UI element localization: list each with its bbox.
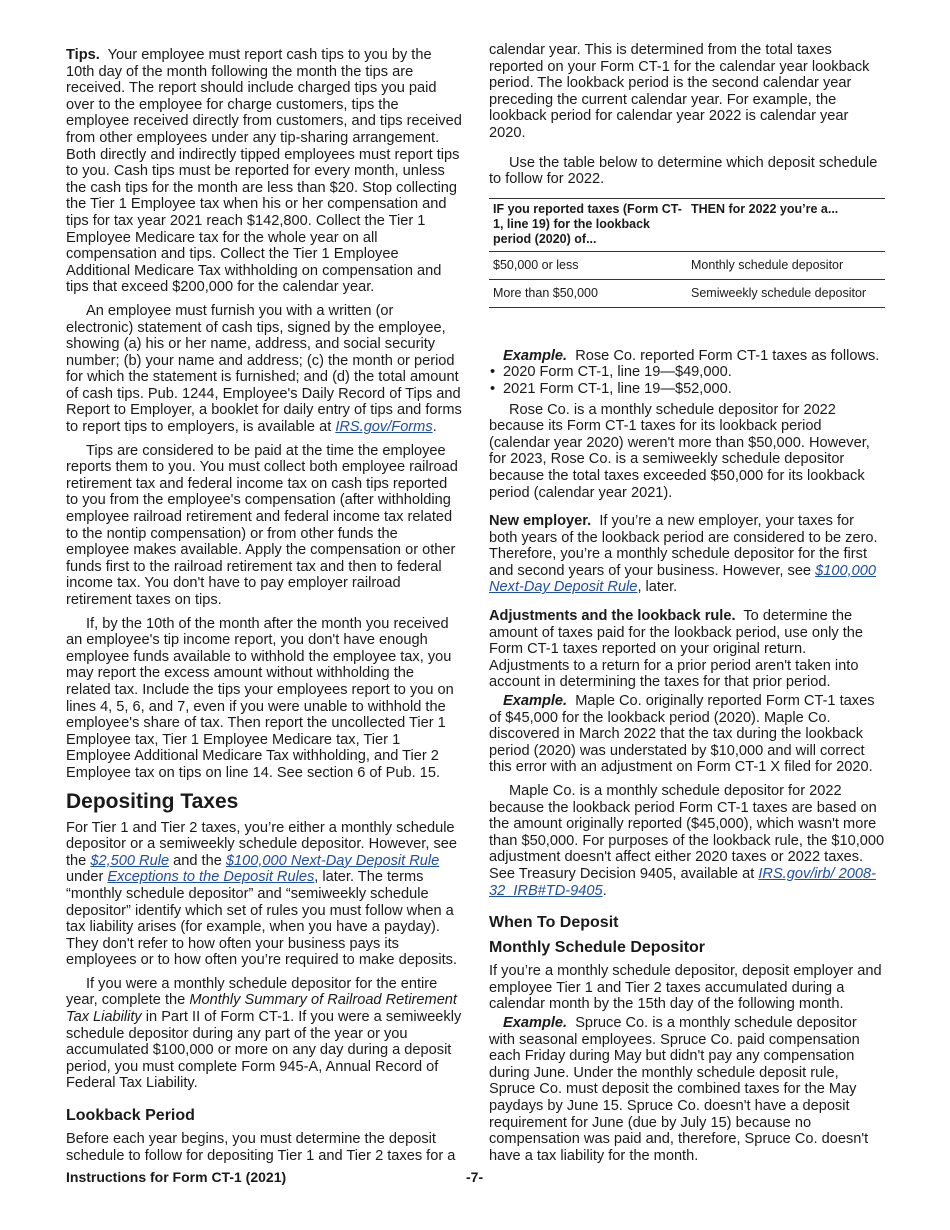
table-row	[489, 251, 885, 279]
monthly-summary-paragraph	[66, 976, 462, 1092]
summary-italic: Monthly Summary of Railroad Retirement Tax Liability	[66, 992, 457, 1026]
statement-end: .	[432, 419, 437, 436]
table-header-row	[489, 198, 885, 251]
list-item: • 2021 Form CT-1, line 19—$52,000.	[489, 381, 885, 398]
adjustments-paragraph	[489, 608, 885, 691]
table-cell: $50,000 or less	[489, 251, 687, 279]
rose-bullet-list	[489, 364, 885, 397]
maple-example-paragraph	[489, 693, 885, 776]
summary-text-b: in Part II of Form CT-1. If you were a semiweekly schedule depositor during any part of the year or you accumulated $100,000 or more on any day during a deposit period, you must complete Form 945-A, Annual Record of Federal Tax Liability.	[66, 1009, 462, 1092]
list-item: • 2020 Form CT-1, line 19—$49,000.	[489, 364, 885, 381]
treasury-decision-link[interactable]: IRS.gov/irb/ 2008-32_IRB#TD-9405	[489, 865, 876, 899]
statement-text: An employee must furnish you with a written (or electronic) statement of cash tips, signed by the employee, showing (a) his or her name, address, and social security number; (b) your name and address; (c) the month or period for which the statement is furnished; and (d) the total amount of cash tips. Pub. 1244, Employee's Daily Record of Tips and Report to Employer, a booklet for daily entry of tips and forms to report tips to employers, is available at	[66, 302, 462, 436]
tips-statement-paragraph	[66, 303, 462, 436]
rose-example-paragraph	[489, 348, 885, 365]
table-header-then: THEN for 2022 you’re a...	[687, 198, 885, 251]
tips-uncollected-paragraph: If, by the 10th of the month after the month you received an employee's tip income report, you don't have enough employee funds available to withhold the employee tax, you may report the excess amount without withholding the related tax. Include the tips your employees report to you on lines 4, 5, 6, and 7, even if you were unable to withhold the employee's share of tax. Then report the uncollected Tier 1 Employee tax, Tier 1 Employee Medicare tax, Tier 1 Employee Additional Medicare Tax withholding, and Tier 2 Employee tax on tips on line 14. See section 6 of Pub. 15.	[66, 615, 454, 781]
rose-explanation-paragraph: Rose Co. is a monthly schedule depositor for 2022 because its Form CT-1 taxes for its lookback period (calendar year 2020) weren't more than $50,000. However, for 2023, Rose Co. is a semiweekly schedule depositor because the total taxes exceeded $50,000 for its lookback period (calendar year 2021).	[489, 401, 870, 501]
spruce-example-paragraph	[489, 1015, 885, 1164]
tips-paragraph	[66, 47, 462, 296]
new-employer-paragraph	[489, 513, 885, 596]
depositing-intro-paragraph	[66, 820, 462, 969]
table-header-if: IF you reported taxes (Form CT-1, line 19) for the lookback period (2020) of...	[489, 198, 687, 251]
lookback-continued-paragraph: calendar year. This is determined from the total taxes reported on your Form CT-1 for the calendar year lookback period. The lookback period is the second calendar year preceding the current calendar year. For example, the lookback period for calendar year 2022 is calendar year 2020.	[489, 42, 870, 141]
maple-example-text: Maple Co. originally reported Form CT-1 taxes of $45,000 for the lookback period (2020). Maple Co. discovered in March 2022 that the tax during the lookback period (2020) was understated by $10,000 and will correct this error with an adjustment on Form CT-1 X filed for 2020.	[489, 693, 875, 776]
dep-text-c: under	[66, 869, 104, 886]
new-employer-end: , later.	[637, 579, 678, 596]
dep-text-a: For Tier 1 and Tier 2 taxes, you’re either a monthly schedule depositor or a semiweekly schedule depositor. However, see the	[66, 819, 457, 869]
summary-text-a: If you were a monthly schedule depositor for the entire year, complete the	[66, 975, 438, 1009]
right-column	[489, 42, 885, 1171]
page-number: -7-	[466, 1169, 484, 1185]
footer-title: Instructions for Form CT-1 (2021)	[66, 1169, 287, 1185]
tips-heading: Tips.	[66, 47, 100, 63]
tips-text: Your employee must report cash tips to you by the 10th day of the month following the month the tips are received. The report should include charged tips you paid over to the employee for charge customers, tips the employee received directly from customers, and tips received from other employees under any tip-sharing arrangement. Both directly and indirectly tipped employees must report tips to you. Cash tips must be reported for every month, unless the cash tips for the month are less than $20. Stop collecting the Tier 1 Employee tax when his or her compensation and tips for tax year 2021 reach $142,800. Collect the Tier 1 Employee Medicare tax for the whole year on all compensation and tips. Collect the Tier 1 Employee Additional Medicare Tax withholding on compensation and tips that exceed $200,000 for the calendar year.	[66, 47, 462, 296]
example-label: Example.	[503, 347, 568, 364]
table-cell: More than $50,000	[489, 279, 687, 307]
monthly-schedule-paragraph: If you’re a monthly schedule depositor, deposit employer and employee Tier 1 and Tier 2 taxes accumulated during a calendar month by the 15th day of the following month.	[489, 963, 882, 1013]
monthly-schedule-heading: Monthly Schedule Depositor	[489, 939, 706, 957]
next-day-deposit-rule-link-2[interactable]: $100,000 Next-Day Deposit Rule	[489, 562, 876, 596]
table-intro-paragraph: Use the table below to determine which deposit schedule to follow for 2022.	[489, 154, 878, 188]
tips-paid-paragraph: Tips are considered to be paid at the time the employee reports them to you. You must collect both employee railroad retirement tax and federal income tax on cash tips reported to you from the employee's compensation (after withholding employee railroad retirement and federal income tax related to the nontip compensation) or from other funds the employee makes available. Apply the compensation or other funds first to the railroad retirement tax and then to federal income tax. You don't have to pay employer railroad retirement taxes on tips.	[66, 442, 458, 608]
table-cell: Semiweekly schedule depositor	[687, 279, 885, 307]
exceptions-deposit-rules-link[interactable]: Exceptions to the Deposit Rules	[107, 869, 315, 886]
rose-example-text: Rose Co. reported Form CT-1 taxes as follows.	[575, 347, 880, 364]
when-to-deposit-heading: When To Deposit	[489, 914, 619, 932]
table-row	[489, 279, 885, 307]
left-column	[66, 47, 462, 1171]
dep-text-b: and the	[173, 852, 222, 869]
irs-forms-link[interactable]: IRS.gov/Forms	[335, 419, 433, 436]
deposit-schedule-table	[489, 198, 885, 308]
spruce-example-text: Spruce Co. is a monthly schedule depositor with seasonal employees. Spruce Co. paid compensation each Friday during May but didn't pay any compensation during June. Under the monthly schedule deposit rule, Spruce Co. must deposit the combined taxes for the May paydays by June 15. Spruce Co. doesn't have a deposit requirement for June (due by July 15) because no compensation was paid and, therefore, Spruce Co. doesn't have a tax liability for the month.	[489, 1014, 869, 1164]
2500-rule-link[interactable]: $2,500 Rule	[90, 852, 170, 869]
dep-text-d: , later. The terms “monthly schedule depositor” and “semiweekly schedule depositor” identify which set of rules you must follow when a tax liability arises (for example, when you have a payday). They don't refer to how often your business pays its employees or to how often you’re required to make deposits.	[66, 869, 458, 969]
new-employer-text: If you’re a new employer, your taxes for both years of the lookback period are considered to be zero. Therefore, you’re a monthly schedule depositor for the first and second years of your business. However, see	[489, 513, 878, 579]
maple-explanation-paragraph	[489, 783, 885, 899]
lookback-paragraph: Before each year begins, you must determine the deposit schedule to follow for depositing Tier 1 and Tier 2 taxes for a	[66, 1131, 456, 1164]
maple-end: .	[602, 882, 607, 899]
table-cell: Monthly schedule depositor	[687, 251, 885, 279]
next-day-deposit-rule-link[interactable]: $100,000 Next-Day Deposit Rule	[225, 852, 440, 869]
depositing-taxes-heading: Depositing Taxes	[66, 789, 239, 813]
maple-text: Maple Co. is a monthly schedule depositor for 2022 because the lookback period Form CT-1 taxes are based on the amount originally reported ($45,000), which wasn't more than $50,000. For purposes of the lookback rule, the $10,000 adjustment doesn't affect either 2020 taxes or 2022 taxes. See Treasury Decision 9405, available at	[489, 783, 885, 882]
new-employer-heading: New employer.	[489, 513, 592, 530]
example-label: Example.	[503, 693, 568, 710]
lookback-period-heading: Lookback Period	[66, 1107, 195, 1125]
example-label: Example.	[503, 1014, 568, 1031]
adjustments-text: To determine the amount of taxes paid for the lookback period, use only the Form CT-1 taxes reported on your original return. Adjustments to a return for a prior period aren't taken into account in determining the taxes for that prior period.	[489, 608, 863, 691]
adjustments-heading: Adjustments and the lookback rule.	[489, 608, 736, 625]
